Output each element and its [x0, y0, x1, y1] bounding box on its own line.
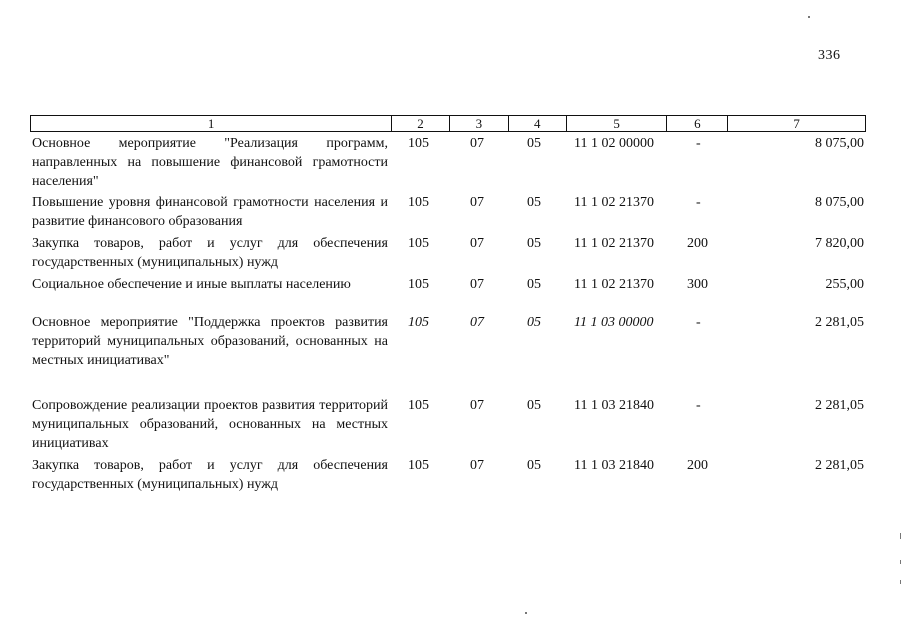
- row-col-5: 11 1 02 21370: [574, 277, 654, 292]
- row-col-3: 07: [470, 195, 484, 210]
- row-col-3: 07: [470, 458, 484, 473]
- row-col-3: 07: [470, 236, 484, 251]
- row-col-4: 05: [527, 136, 541, 151]
- scan-speck: [525, 612, 527, 614]
- row-col-4: 05: [527, 195, 541, 210]
- row-col-3: 07: [470, 277, 484, 292]
- row-col-2: 105: [408, 195, 429, 210]
- row-col-7: 8 075,00: [815, 136, 864, 151]
- row-col-6: -: [696, 195, 701, 210]
- row-col-2: 105: [408, 236, 429, 251]
- row-col-7: 2 281,05: [815, 398, 864, 413]
- header-col-5: 5: [567, 116, 668, 131]
- row-col-6: -: [696, 398, 701, 413]
- scan-speck: [900, 533, 901, 539]
- row-col-7: 8 075,00: [815, 195, 864, 210]
- header-col-3: 3: [450, 116, 509, 131]
- row-col-7: 255,00: [825, 277, 864, 292]
- header-col-1: 1: [31, 116, 392, 131]
- row-col-2: 105: [408, 277, 429, 292]
- row-col-3: 07: [470, 136, 484, 151]
- row-col-4: 05: [527, 398, 541, 413]
- row-description: Закупка товаров, работ и услуг для обеспечения государственных (муниципальных) нужд: [32, 458, 388, 492]
- row-col-7: 7 820,00: [815, 236, 864, 251]
- header-col-7: 7: [793, 116, 800, 131]
- scan-speck: [808, 16, 810, 18]
- page-number: 336: [818, 48, 841, 63]
- row-col-6: -: [696, 315, 701, 330]
- row-description: Основное мероприятие "Реализация программ, направленных на повышение финансовой грамотности населения": [32, 136, 388, 189]
- row-col-5: 11 1 03 21840: [574, 398, 654, 413]
- row-col-6: 200: [687, 236, 708, 251]
- row-description: Социальное обеспечение и иные выплаты населению: [32, 277, 351, 292]
- row-col-5: 11 1 02 00000: [574, 136, 654, 151]
- row-description: Основное мероприятие "Поддержка проектов развития территорий муниципальных образований, основанных на местных инициативах": [32, 315, 388, 368]
- header-col-4: 4: [509, 116, 567, 131]
- row-col-6: 300: [687, 277, 708, 292]
- row-col-4: 05: [527, 277, 541, 292]
- row-col-5: 11 1 03 00000: [574, 315, 654, 330]
- row-description: Закупка товаров, работ и услуг для обеспечения государственных (муниципальных) нужд: [32, 236, 388, 270]
- row-col-5: 11 1 02 21370: [574, 195, 654, 210]
- row-description: Сопровождение реализации проектов развития территорий муниципальных образований, основанных на местных инициативах: [32, 398, 388, 451]
- row-col-2: 105: [408, 398, 429, 413]
- scan-speck: [900, 580, 901, 584]
- row-col-6: -: [696, 136, 701, 151]
- row-col-2: 105: [408, 458, 429, 473]
- table-header: [30, 115, 866, 132]
- row-col-7: 2 281,05: [815, 315, 864, 330]
- row-col-2: 105: [408, 136, 429, 151]
- row-col-2: 105: [408, 315, 429, 330]
- row-col-6: 200: [687, 458, 708, 473]
- row-col-4: 05: [527, 236, 541, 251]
- row-col-3: 07: [470, 315, 484, 330]
- row-col-5: 11 1 03 21840: [574, 458, 654, 473]
- scan-speck: [900, 560, 901, 564]
- row-description: Повышение уровня финансовой грамотности населения и развитие финансового образования: [32, 195, 388, 229]
- row-col-4: 05: [527, 315, 541, 330]
- row-col-5: 11 1 02 21370: [574, 236, 654, 251]
- row-col-4: 05: [527, 458, 541, 473]
- header-col-6: 6: [667, 116, 728, 131]
- header-col-2: 2: [392, 116, 450, 131]
- row-col-3: 07: [470, 398, 484, 413]
- row-col-7: 2 281,05: [815, 458, 864, 473]
